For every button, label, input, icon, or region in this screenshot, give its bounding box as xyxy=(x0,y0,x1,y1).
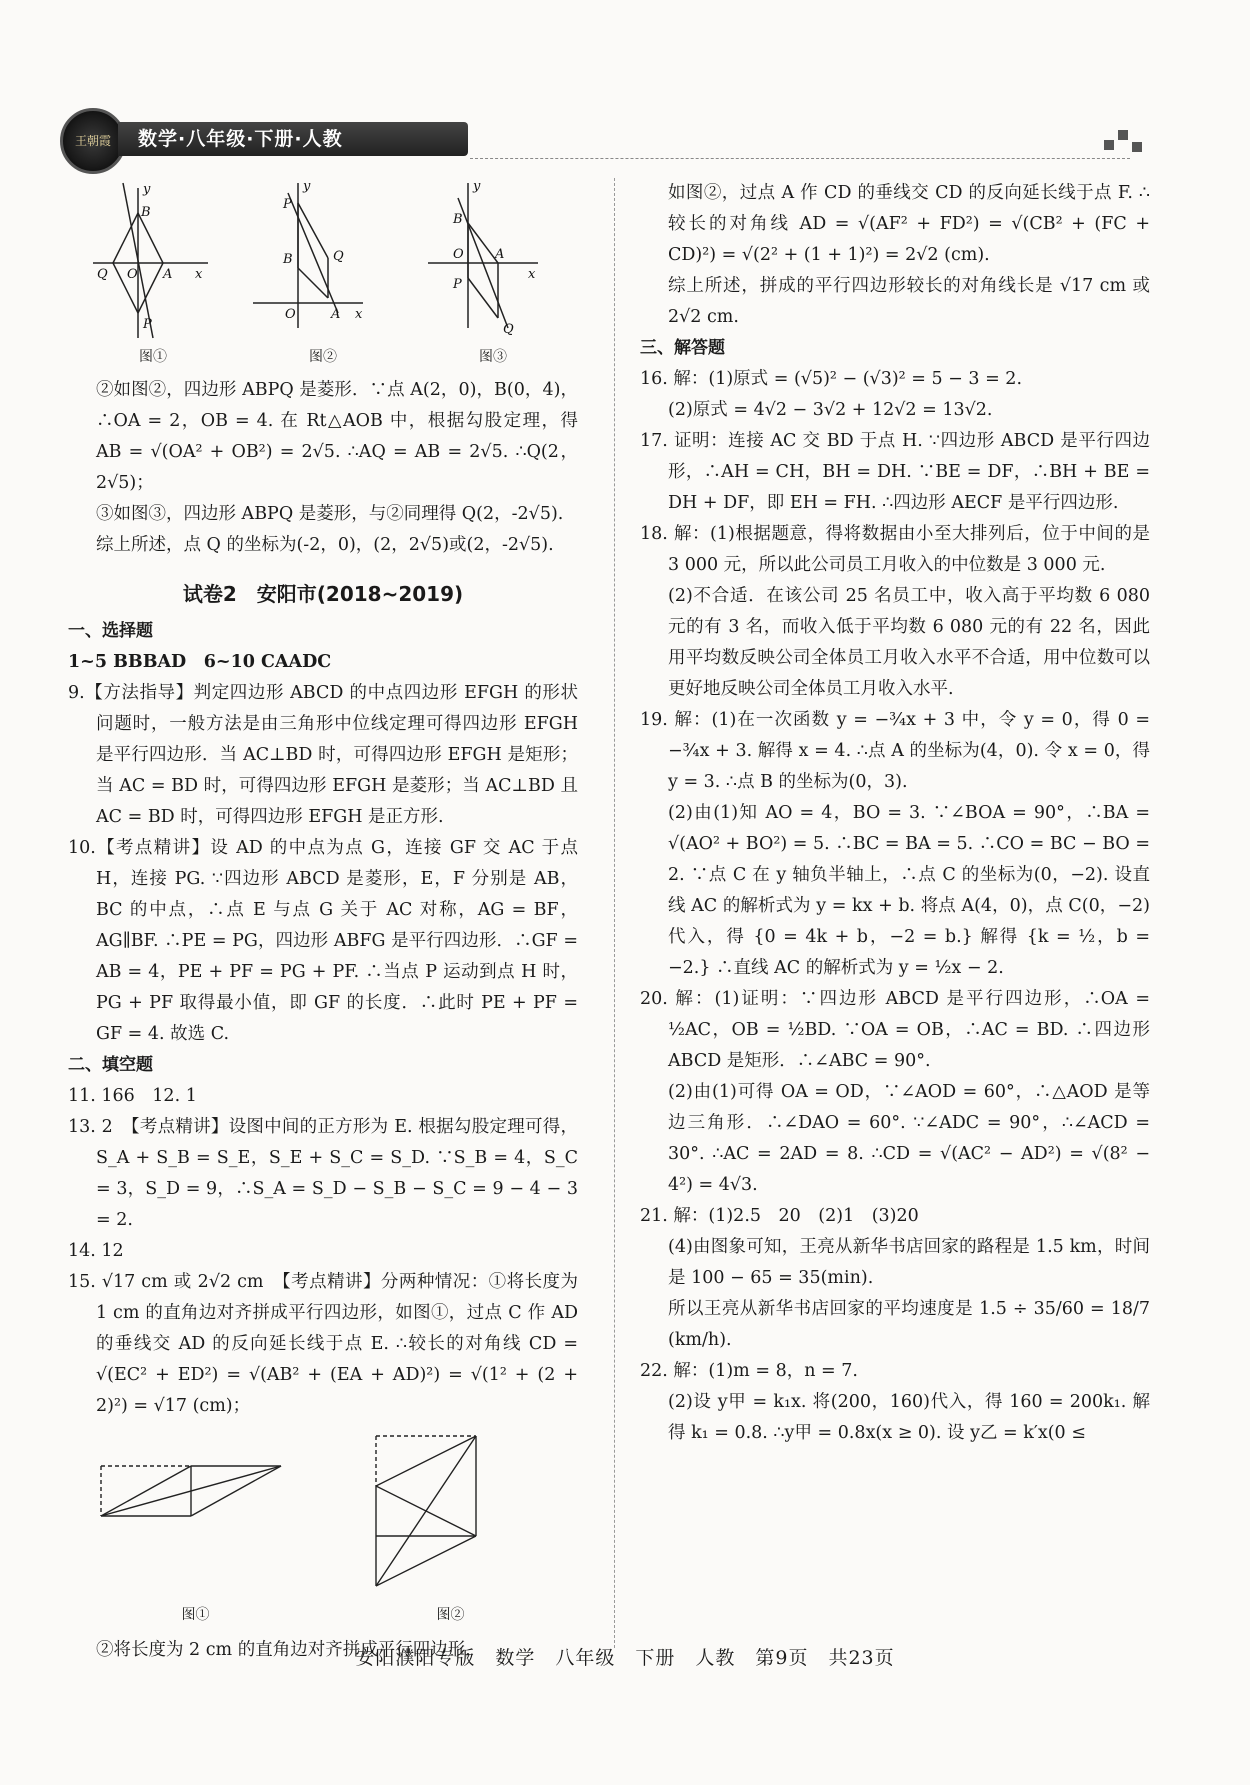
fig3-label-p: P xyxy=(453,277,462,292)
fig2-label-q: Q xyxy=(333,249,344,264)
section-3-heading: 三、解答题 xyxy=(640,338,725,358)
question-19-part-1: 19. 解：(1)在一次函数 y = −¾x + 3 中，令 y = 0，得 0 = −¾x + 3. 解得 x = 4. ∴点 A 的坐标为(4，0). 令 x = 0，得 y = 3. ∴点 B 的坐标为(0，3). xyxy=(640,710,1150,792)
coordinate-figures xyxy=(68,178,578,373)
question-15-continued: ②将长度为 2 cm 的直角边对齐拼成平行四边形， xyxy=(96,1640,483,1660)
right-paragraph-1: 如图②，过点 A 作 CD 的垂线交 CD 的反向延长线于点 F. ∴较长的对角线 AD = √(AF² + FD²) = √(CB² + (FC + CD)²) = √(2² + (1 + 1)²) = 2√2 (cm). xyxy=(668,183,1150,265)
parallelogram-figure-1-diagram xyxy=(81,1426,311,1606)
section-1-heading: 一、选择题 xyxy=(68,621,153,641)
column-divider xyxy=(614,178,615,1648)
fig2-label-o: O xyxy=(285,307,296,322)
parallelogram-figure-1 xyxy=(81,1426,311,1631)
choice-answers: 1~5 BBBAD 6~10 CAADC xyxy=(68,652,332,672)
fig2-label-y: y xyxy=(303,179,311,194)
fig2-label-x: x xyxy=(355,307,363,322)
parallelogram-figures xyxy=(68,1426,578,1631)
left-paragraph-3: 综上所述，点 Q 的坐标为(-2，0)，(2，2√5)或(2，-2√5). xyxy=(96,535,554,555)
question-20-part-1: 20. 解：(1)证明：∵四边形 ABCD 是平行四边形，∴OA = ½AC，OB = ½BD. ∵OA = OB，∴AC = BD. ∴四边形 ABCD 是矩形．∴∠ABC = 90°. xyxy=(640,989,1150,1071)
parallelogram-figure-1-caption: 图① xyxy=(181,1607,210,1623)
question-22-part-1: 22. 解：(1)m = 8，n = 7. xyxy=(640,1361,858,1381)
question-16-part-2: (2)原式 = 4√2 − 3√2 + 12√2 = 13√2. xyxy=(668,400,993,420)
question-20-part-2: (2)由(1)可得 OA = OD，∵∠AOD = 60°，∴△AOD 是等边三角形．∴∠DAO = 60°. ∵∠ADC = 90°，∴∠ACD = 30°. ∴AC = 2AD = 8. ∴CD = √(AC² − AD²) = √(8² − 4²) = 4√3. xyxy=(668,1082,1150,1195)
fig1-label-y: y xyxy=(143,182,151,197)
fig1-label-o: O xyxy=(127,267,138,282)
question-21-part-2: (4)由图象可知，王亮从新华书店回家的路程是 1.5 km，时间是 100 − 65 = 35(min). xyxy=(668,1237,1150,1288)
fig1-label-x: x xyxy=(195,267,203,282)
left-paragraph-1: ②如图②，四边形 ABPQ 是菱形．∵点 A(2，0)，B(0，4)，∴OA = 2，OB = 4. 在 Rt△AOB 中，根据勾股定理，得 AB = √(OA² + OB²) = 2√5. ∴AQ = AB = 2√5. ∴Q(2，2√5)； xyxy=(96,380,578,493)
series-title: 数学·八年级·下册·人教 xyxy=(118,122,468,156)
page-header xyxy=(60,100,1150,160)
figure-3 xyxy=(423,178,563,373)
figure-2-caption: 图② xyxy=(309,349,337,365)
question-22-part-2: (2)设 y甲 = k₁x. 将(200，160)代入，得 160 = 200k₁. 解得 k₁ = 0.8. ∴y甲 = 0.8x(x ≥ 0). 设 y乙 = k′x(0 ≤ xyxy=(668,1392,1150,1443)
left-column xyxy=(68,178,578,1666)
page-footer: 安阳濮阳专版 数学 八年级 下册 人教 第9页 共23页 xyxy=(355,1647,895,1669)
fig3-label-q: Q xyxy=(503,322,514,337)
question-15: 15. √17 cm 或 2√2 cm 【考点精讲】分两种情况：①将长度为 1 cm 的直角边对齐拼成平行四边形，如图①，过点 C 作 AD 的垂线交 AD 的反向延长线于点 E. ∴较长的对角线 CD = √(EC² + ED²) = √(AB² + (EA + AD)²) = √(1² + (2 + 2)²) = √17 (cm)； xyxy=(68,1272,578,1416)
question-16-part-1: 16. 解：(1)原式 = (√5)² − (√3)² = 5 − 3 = 2. xyxy=(640,369,1023,389)
question-18-part-1: 18. 解：(1)根据题意，得将数据由小至大排列后，位于中间的是 3 000 元，所以此公司员工月收入的中位数是 3 000 元. xyxy=(640,524,1150,575)
section-2-heading: 二、填空题 xyxy=(68,1055,153,1075)
fig2-label-b: B xyxy=(283,252,293,267)
question-17: 17. 证明：连接 AC 交 BD 于点 H. ∵四边形 ABCD 是平行四边形，∴AH = CH，BH = DH. ∵BE = DF，∴BH + BE = DH + DF，即 EH = FH. ∴四边形 AECF 是平行四边形. xyxy=(640,431,1150,513)
question-14: 14. 12 xyxy=(68,1241,124,1261)
figure-3-caption: 图③ xyxy=(479,349,507,365)
left-paragraph-2: ③如图③，四边形 ABPQ 是菱形，与②同理得 Q(2，-2√5). xyxy=(96,504,564,524)
figure-1-caption: 图① xyxy=(139,349,167,365)
question-18-part-2: (2)不合适．在该公司 25 名员工中，收入高于平均数 6 080 元的有 3 名，而收入低于平均数 6 080 元的有 22 名，因此用平均数反映公司全体员工月收入水平不合适，用中位数可以更好地反映公司全体员工月收入水平. xyxy=(668,586,1150,699)
fig1-label-q: Q xyxy=(97,267,108,282)
fig1-label-b: B xyxy=(141,205,151,220)
question-21-part-3: 所以王亮从新华书店回家的平均速度是 1.5 ÷ 35/60 = 18/7 (km/h). xyxy=(668,1299,1150,1350)
figure-2 xyxy=(253,178,393,373)
question-13: 13. 2 【考点精讲】设图中间的正方形为 E. 根据勾股定理可得，S_A + S_B = S_E，S_E + S_C = S_D. ∵S_B = 4，S_C = 3，S_D = 9，∴S_A = S_D − S_B − S_C = 9 − 4 − 3 = 2. xyxy=(68,1117,578,1230)
header-rule xyxy=(470,158,1130,159)
question-10: 10.【考点精讲】设 AD 的中点为点 G，连接 GF 交 AC 于点 H，连接 PG. ∵四边形 ABCD 是菱形，E，F 分别是 AB，BC 的中点，∴点 E 与点 G 关于 AC 对称，AG = BF，AG∥BF. ∴PE = PG，四边形 ABFG 是平行四边形．∴GF = AB = 4，PE + PF = PG + PF. ∴当点 P 运动到点 H 时，PG + PF 取得最小值，即 GF 的长度．∴此时 PE + PF = GF = 4. 故选 C. xyxy=(68,838,578,1044)
figure-1 xyxy=(83,178,223,373)
fig2-label-a: A xyxy=(331,307,341,322)
question-9: 9.【方法指导】判定四边形 ABCD 的中点四边形 EFGH 的形状问题时，一般方法是由三角形中位线定理可得四边形 EFGH 是平行四边形．当 AC⊥BD 时，可得四边形 EFGH 是矩形；当 AC = BD 时，可得四边形 EFGH 是菱形；当 AC⊥BD 且 AC = BD 时，可得四边形 EFGH 是正方形. xyxy=(68,683,578,827)
fig3-label-o: O xyxy=(453,247,464,262)
question-11-12: 11. 166 12. 1 xyxy=(68,1086,197,1106)
question-21-part-1: 21. 解：(1)2.5 20 (2)1 (3)20 xyxy=(640,1206,919,1226)
publisher-logo: 王朝霞 xyxy=(60,108,126,174)
fig3-label-a: A xyxy=(495,247,505,262)
fig3-label-b: B xyxy=(453,212,463,227)
figure-2-diagram xyxy=(253,178,393,348)
question-19-part-2: (2)由(1)知 AO = 4，BO = 3. ∵∠BOA = 90°，∴BA = √(AO² + BO²) = 5. ∴BC = BA = 5. ∴CO = BC − BO = 2. ∵点 C 在 y 轴负半轴上，∴点 C 的坐标为(0，−2). 设直线 AC 的解析式为 y = kx + b. 将点 A(4，0)，点 C(0，−2)代入，得 {0 = 4k + b，−2 = b.} 解得 {k = ½，b = −2.} ∴直线 AC 的解析式为 y = ½x − 2. xyxy=(668,803,1150,978)
exam-subtitle: 试卷2 安阳市(2018~2019) xyxy=(182,582,464,606)
fig3-label-y: y xyxy=(473,179,481,194)
parallelogram-figure-2 xyxy=(336,1426,566,1631)
figure-1-diagram xyxy=(83,178,223,348)
parallelogram-figure-2-diagram xyxy=(336,1426,566,1606)
fig1-label-a: A xyxy=(163,267,173,282)
fig3-label-x: x xyxy=(528,267,536,282)
fig2-label-p: P xyxy=(283,197,292,212)
parallelogram-figure-2-caption: 图② xyxy=(436,1607,465,1623)
right-column xyxy=(640,178,1150,1449)
right-paragraph-2: 综上所述，拼成的平行四边形较长的对角线长是 √17 cm 或 2√2 cm. xyxy=(668,276,1150,327)
figure-3-diagram xyxy=(423,178,563,348)
fig1-label-p: P xyxy=(143,317,152,332)
